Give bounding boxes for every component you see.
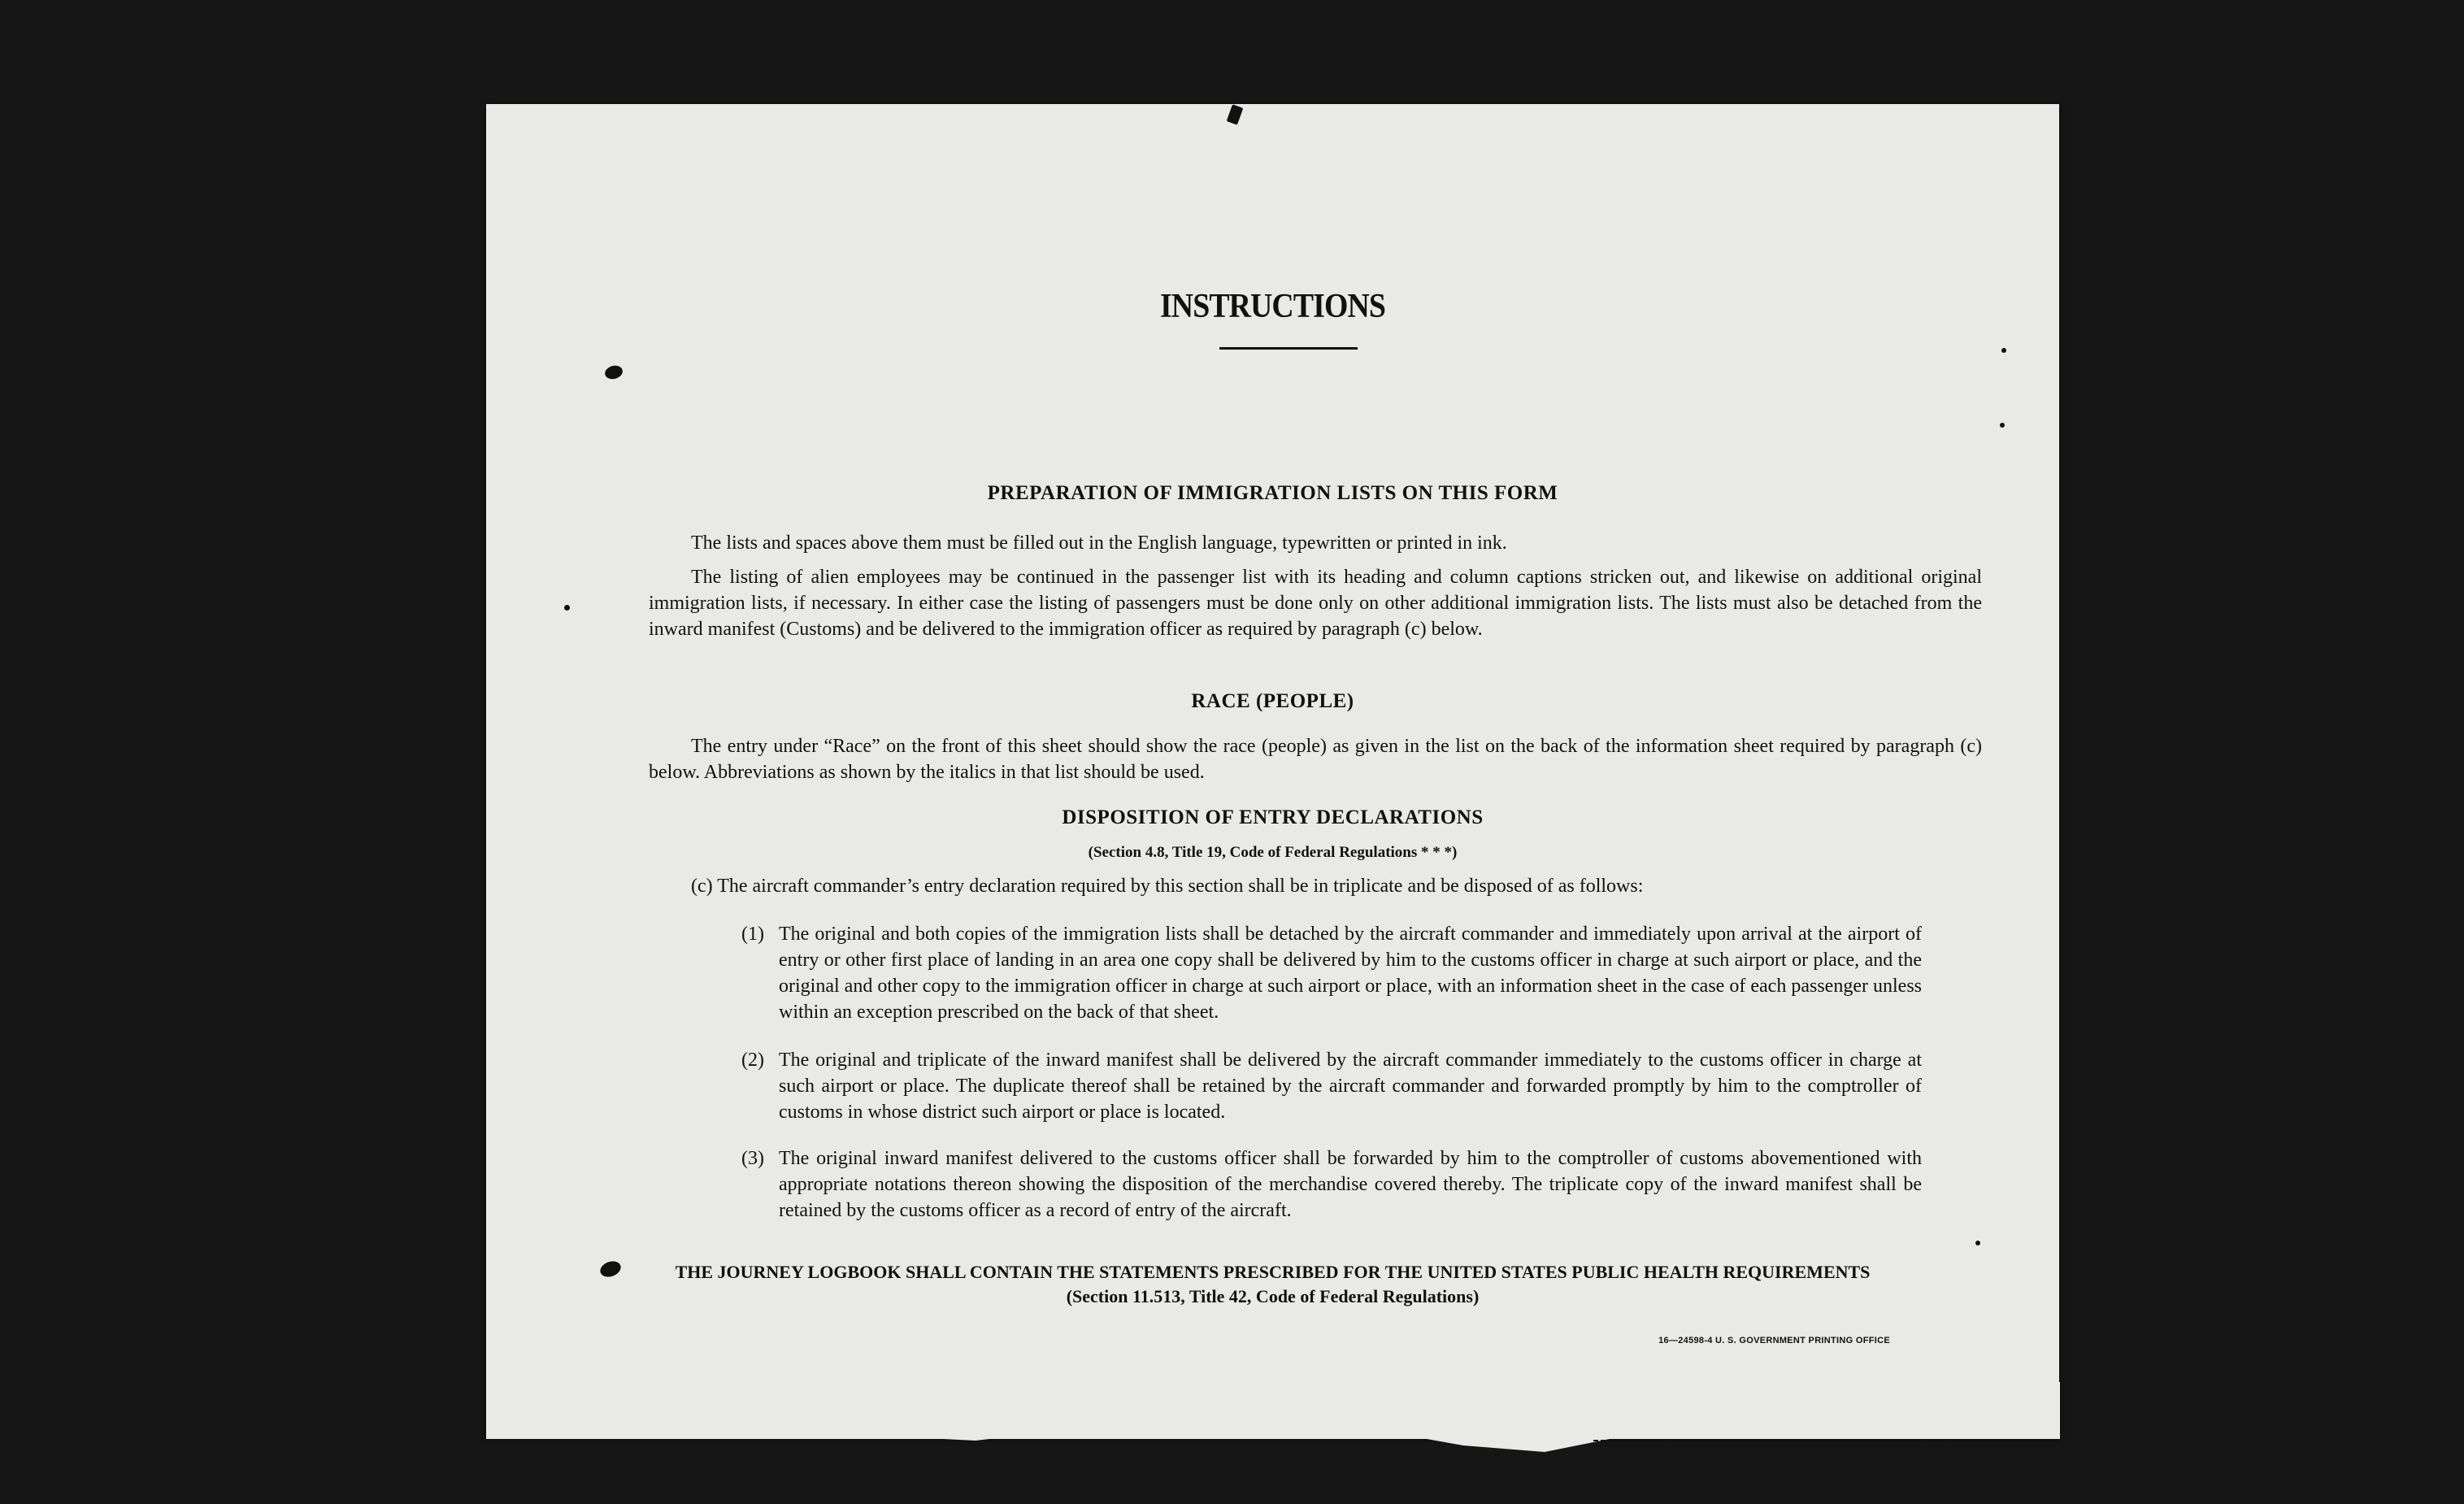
item-number: (2) — [741, 1050, 764, 1071]
title-underline — [1219, 347, 1358, 350]
torn-paper-edge — [455, 1382, 2081, 1504]
item-number: (3) — [741, 1148, 764, 1169]
disposition-item-2 — [741, 1047, 1922, 1125]
public-health-statement: THE JOURNEY LOGBOOK SHALL CONTAIN THE STATEMENTS PRESCRIBED FOR THE UNITED STATES PUBLIC HEALTH REQUIREMENTS — [675, 1262, 1871, 1282]
disposition-heading: DISPOSITION OF ENTRY DECLARATIONS — [1062, 806, 1484, 828]
public-health-note — [486, 1260, 2059, 1309]
preparation-paragraph-1: The lists and spaces above them must be filled out in the English language, typewritten or printed in ink. — [691, 532, 1507, 554]
dust-speck — [2001, 348, 2006, 353]
item-number: (1) — [741, 924, 764, 945]
race-paragraph: The entry under “Race” on the front of this sheet should show the race (people) as given in the list on the back of the information sheet required by paragraph (c) below. Abbreviations as shown by the italics in that list should be used. — [649, 736, 1982, 783]
dust-speck — [1975, 1241, 1980, 1245]
preparation-heading: PREPARATION OF IMMIGRATION LISTS ON THIS FORM — [987, 482, 1558, 504]
preparation-paragraph-2: The listing of alien employees may be continued in the passenger list with its heading and column captions stricken out, and likewise on additional original immigration lists, if necessary. In either case the listing of passengers must be done only on other additional immigration lists. The lists must also be detached from the inward manifest (Customs) and be delivered to the immigration officer as required by paragraph (c) below. — [649, 567, 1982, 640]
item-text: The original and both copies of the immigration lists shall be detached by the aircraft commander and immediately upon arrival at the airport of entry or other first place of landing in an area one copy shall be delivered by him to the customs officer in charge at such airport or place, and the original and other copy to the immigration officer in charge at such airport or place, with an information sheet in the case of each passenger unless within an exception prescribed on the back of that sheet. — [779, 924, 1922, 1023]
ink-blot-mark — [603, 363, 624, 380]
instruction-sheet — [486, 104, 2059, 1439]
printing-office-code: 16—24598-4 U. S. GOVERNMENT PRINTING OFFICE — [1658, 1336, 1890, 1345]
item-text: The original and triplicate of the inward manifest shall be delivered by the aircraft commander immediately to the customs officer in charge at such airport or place. The duplicate thereof shall be retained by the aircraft commander and forwarded promptly by him to the comptroller of customs in whose district such airport or place is located. — [779, 1050, 1922, 1123]
disposition-intro: (c) The aircraft commander’s entry declaration required by this section shall be in triplicate and be disposed of as follows: — [691, 876, 1644, 897]
disposition-item-3 — [741, 1145, 1922, 1224]
disposition-citation: (Section 4.8, Title 19, Code of Federal Regulations * * *) — [1088, 844, 1458, 861]
public-health-citation: (Section 11.513, Title 42, Code of Federal Regulations) — [1066, 1286, 1480, 1306]
page-title: INSTRUCTIONS — [1159, 288, 1385, 325]
race-heading: RACE (PEOPLE) — [1191, 690, 1354, 712]
dust-speck — [2000, 423, 2005, 428]
item-text: The original inward manifest delivered to the customs officer shall be forwarded by him to the comptroller of customs abovementioned with appropriate notations thereon showing the disposition of the merchandise covered thereby. The triplicate copy of the inward manifest shall be retained by the customs officer as a record of entry of the aircraft. — [779, 1148, 1922, 1221]
dust-speck — [564, 605, 570, 611]
disposition-item-1 — [741, 921, 1922, 1025]
